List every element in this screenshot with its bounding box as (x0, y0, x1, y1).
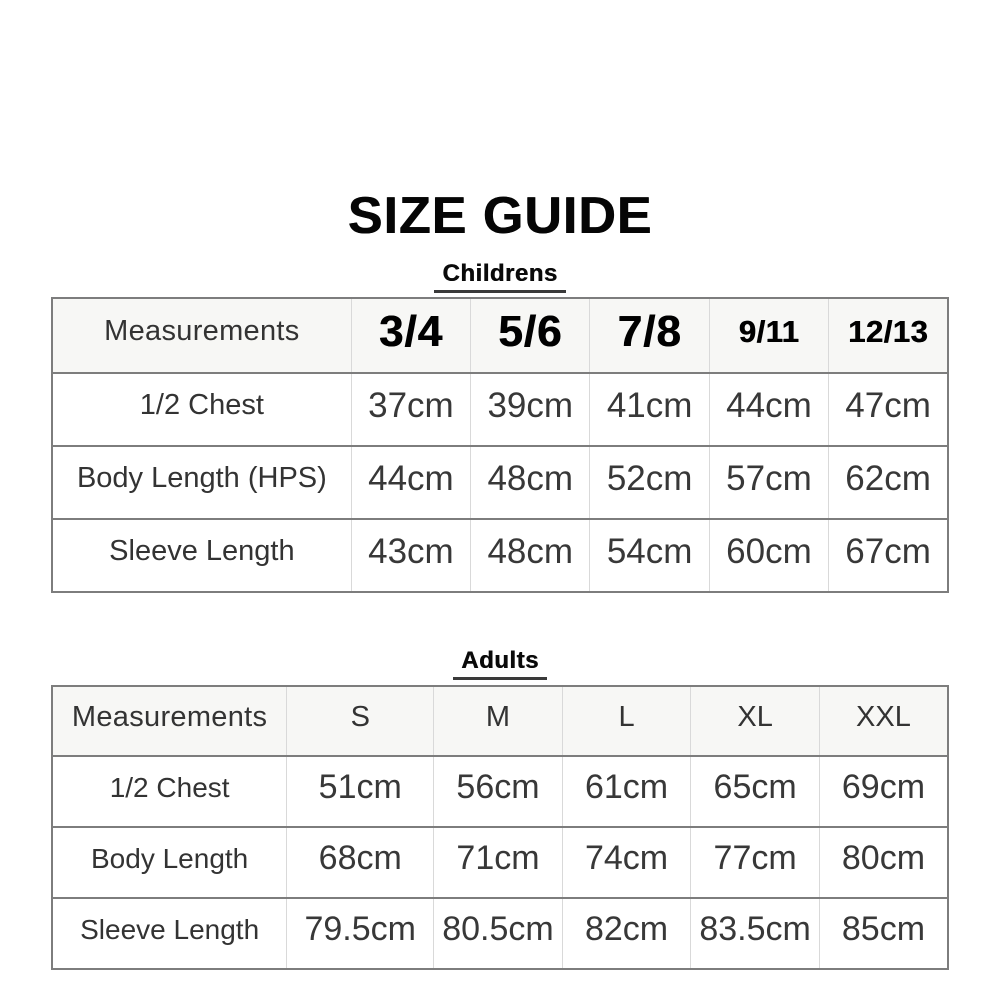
measurement-value: 41cm (590, 373, 709, 446)
adults-size-header-s: S (287, 686, 434, 756)
table-row (52, 373, 948, 446)
adults-measurements-header: Measurements (52, 686, 287, 756)
table-row (52, 756, 948, 827)
row-label: Sleeve Length (52, 519, 351, 592)
table-row (52, 519, 948, 592)
measurement-value: 44cm (351, 446, 470, 519)
adults-size-header-xl: XL (691, 686, 820, 756)
adults-size-header-m: M (434, 686, 563, 756)
measurement-value: 83.5cm (691, 898, 820, 969)
measurement-value: 56cm (434, 756, 563, 827)
page-title: SIZE GUIDE (347, 187, 653, 245)
measurement-value: 68cm (287, 827, 434, 898)
measurement-value: 62cm (829, 446, 948, 519)
row-label: Body Length (HPS) (52, 446, 351, 519)
measurement-value: 37cm (351, 373, 470, 446)
measurement-value: 43cm (351, 519, 470, 592)
measurement-value: 67cm (829, 519, 948, 592)
measurement-value: 54cm (590, 519, 709, 592)
childrens-section (0, 262, 1000, 593)
measurement-value: 61cm (562, 756, 691, 827)
measurement-value: 52cm (590, 446, 709, 519)
childrens-size-header-9-11: 9/11 (709, 298, 828, 373)
childrens-size-header-7-8: 7/8 (590, 298, 709, 373)
adults-heading-label: Adults (453, 649, 547, 680)
measurement-value: 39cm (471, 373, 590, 446)
measurement-value: 57cm (709, 446, 828, 519)
childrens-size-header-12-13: 12/13 (829, 298, 948, 373)
measurement-value: 80.5cm (434, 898, 563, 969)
measurement-value: 44cm (709, 373, 828, 446)
adults-size-table (51, 685, 949, 970)
row-label: Sleeve Length (52, 898, 287, 969)
measurement-value: 77cm (691, 827, 820, 898)
adults-section-heading (0, 649, 1000, 680)
measurement-value: 65cm (691, 756, 820, 827)
table-row (52, 827, 948, 898)
row-label: Body Length (52, 827, 287, 898)
row-label: 1/2 Chest (52, 756, 287, 827)
adults-section (0, 649, 1000, 970)
measurement-value: 69cm (819, 756, 948, 827)
childrens-heading-label: Childrens (434, 262, 565, 293)
table-row (52, 898, 948, 969)
measurement-value: 79.5cm (287, 898, 434, 969)
measurement-value: 85cm (819, 898, 948, 969)
measurement-value: 51cm (287, 756, 434, 827)
childrens-size-header-5-6: 5/6 (471, 298, 590, 373)
childrens-header-row (52, 298, 948, 373)
childrens-measurements-header: Measurements (52, 298, 351, 373)
adults-size-header-l: L (562, 686, 691, 756)
measurement-value: 74cm (562, 827, 691, 898)
table-row (52, 446, 948, 519)
measurement-value: 80cm (819, 827, 948, 898)
measurement-value: 82cm (562, 898, 691, 969)
childrens-size-table (51, 297, 949, 593)
childrens-section-heading (0, 262, 1000, 293)
measurement-value: 60cm (709, 519, 828, 592)
adults-header-row (52, 686, 948, 756)
row-label: 1/2 Chest (52, 373, 351, 446)
measurement-value: 48cm (471, 446, 590, 519)
adults-size-header-xxl: XXL (819, 686, 948, 756)
measurement-value: 71cm (434, 827, 563, 898)
measurement-value: 48cm (471, 519, 590, 592)
measurement-value: 47cm (829, 373, 948, 446)
childrens-size-header-3-4: 3/4 (351, 298, 470, 373)
